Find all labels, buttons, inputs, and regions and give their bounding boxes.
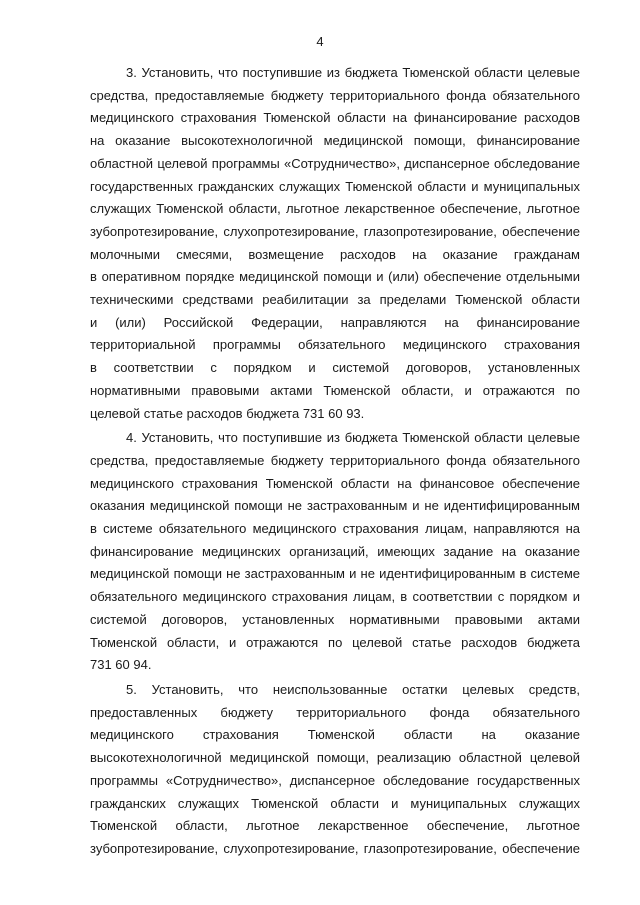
- text-line: в системе обязательного медицинского страхования лицам, направляются на: [90, 521, 580, 537]
- paragraph-3: [90, 62, 580, 425]
- text-line: предоставленных бюджету территориального фонда обязательного: [90, 704, 580, 720]
- text-line: территориальной программы обязательного медицинского страхования: [90, 337, 580, 353]
- text-line: 4. Установить, что поступившие из бюджета Тюменской области целевые: [126, 430, 580, 446]
- text-line: финансирование медицинских организаций, имеющих задание на оказание: [90, 543, 580, 559]
- text-line: целевой статье расходов бюджета 731 60 93.: [90, 405, 365, 421]
- text-line: техническими средствами реабилитации за пределами Тюменской области: [90, 292, 580, 308]
- text-line: обязательного медицинского страхования лицам, в соответствии с порядком и: [90, 589, 580, 605]
- text-line: на оказание высокотехнологичной медицинской помощи, финансирование: [90, 133, 580, 149]
- text-line: областной целевой программы «Сотрудничество», диспансерное обследование: [90, 155, 580, 171]
- text-line: молочными смесями, возмещение расходов на оказание гражданам: [90, 246, 580, 262]
- paragraph-4: [90, 427, 580, 677]
- text-line: 3. Установить, что поступившие из бюджета Тюменской области целевые: [126, 65, 580, 80]
- text-line: средства, предоставляемые бюджету территориального фонда обязательного: [90, 452, 580, 468]
- text-line: 5. Установить, что неиспользованные остатки целевых средств,: [126, 681, 580, 697]
- text-line: 731 60 94.: [90, 657, 152, 673]
- text-line: в соответствии с порядком и системой договоров, установленных: [90, 360, 580, 376]
- text-line: медицинского страхования Тюменской области на финансирование расходов: [90, 110, 580, 126]
- text-line: медицинского страхования Тюменской области на оказание: [90, 727, 580, 743]
- text-line: служащих Тюменской области, льготное лекарственное обеспечение, льготное: [90, 201, 580, 217]
- text-line: зубопротезирование, слухопротезирование, глазопротезирование, обеспечение: [90, 223, 580, 239]
- text-line: и (или) Российской Федерации, направляются на финансирование: [90, 314, 580, 330]
- text-line: медицинской помощи не застрахованным и не идентифицированным в системе: [90, 566, 580, 582]
- text-line: программы «Сотрудничество», диспансерное обследование государственных: [90, 772, 580, 788]
- text-line: системой договоров, установленных нормативными правовыми актами: [90, 611, 580, 627]
- text-line: нормативными правовыми актами Тюменской области, и отражаются по: [90, 382, 580, 398]
- text-line: зубопротезирование, слухопротезирование, глазопротезирование, обеспечение: [90, 840, 580, 856]
- page-number: 4: [316, 34, 324, 49]
- text-line: государственных гражданских служащих Тюменской области и муниципальных: [90, 178, 580, 194]
- text-line: оказания медицинской помощи не застрахованным и не идентифицированным: [90, 498, 580, 514]
- document-body: [90, 62, 580, 861]
- text-line: высокотехнологичной медицинской помощи, реализацию областной целевой: [90, 750, 580, 766]
- text-line: в оперативном порядке медицинской помощи и (или) обеспечение отдельными: [90, 269, 580, 285]
- text-line: гражданских служащих Тюменской области и муниципальных служащих: [90, 795, 580, 811]
- text-line: Тюменской области, и отражаются по целевой статье расходов бюджета: [90, 634, 580, 650]
- text-line: Тюменской области, льготное лекарственное обеспечение, льготное: [90, 818, 580, 834]
- text-line: медицинского страхования Тюменской области на финансовое обеспечение: [90, 475, 580, 491]
- paragraph-5: [90, 679, 580, 861]
- text-line: средства, предоставляемые бюджету территориального фонда обязательного: [90, 87, 580, 103]
